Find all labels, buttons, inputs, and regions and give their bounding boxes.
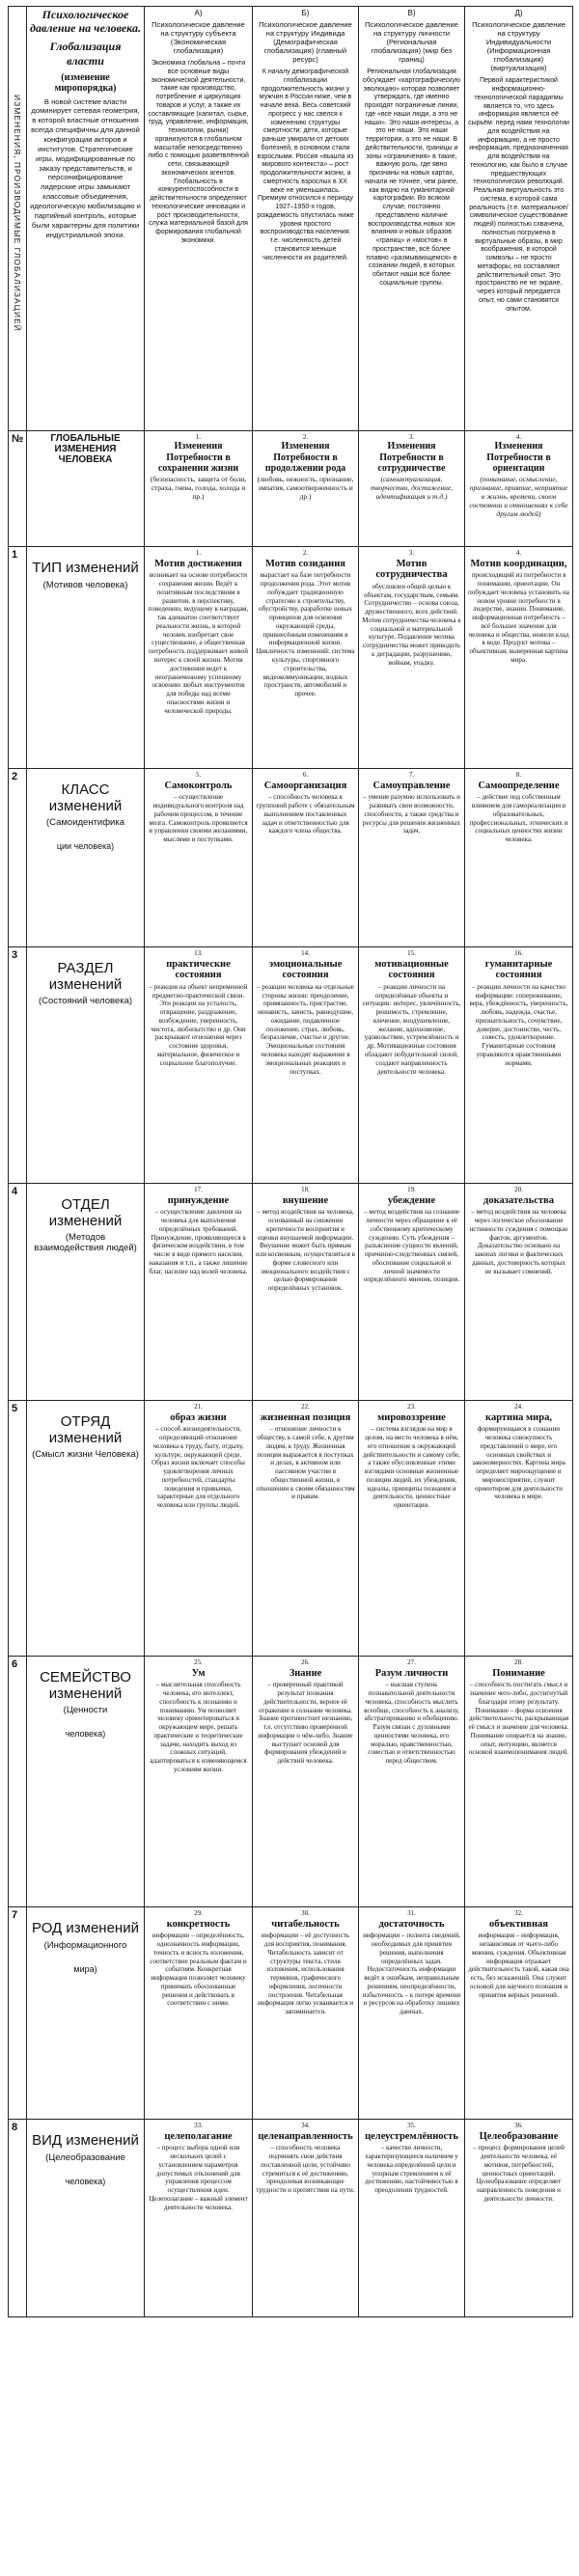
row-title: КЛАСС изменений	[48, 781, 123, 814]
cell-heading: Знание	[289, 1667, 322, 1679]
row-title: РАЗДЕЛ изменений	[48, 960, 123, 993]
cell-heading: Самоопределение	[478, 780, 560, 791]
cell-body: – высшая ступень познавательной деятельности человека, способность мыслить всеобще, способность к анализу, абстрагированию и обобщению. Разум связан с духовными ценностями человека, его моралью, нравственностью, совестью и ответственностью перед обществом.	[364, 1681, 459, 1766]
corner-subtitle: Глобализация власти	[49, 39, 122, 68]
cell-3	[359, 2120, 465, 2317]
corner-body: В новой системе власти доминирует сетевая геометрия, в которой властные отношения всегда специфичны для данной конфигурации акторов и институтов. Стратегические игры, модифицированные по заказу представительств, и персонифицирование лидерские игры замыкают классовые объединения, идеологическую мобилизацию и партийный контроль, которые были характерны для политики индустриальной эпохи.	[30, 96, 141, 239]
row-label	[27, 1401, 145, 1657]
column-body: К началу демографической глобализации продолжительность жизни у мужчин в России ниже, чем в начале века. Весь советский прогресс у нас свелся к изменению структуры смертности: дети, которые раньше умирали от детских болезней, в основном стали взрослыми. Россия «вышла из мирового контекста» – рост продолжительности жизни, а смертность взрослых в XX веке не уменьшилась. Премиум относился к периоду 1927–1950-х годов, рождаемость опустилась ниже уровня простого воспроизводства населения: т.е. численность детей становится меньше численности их родителей.	[257, 69, 354, 261]
cell-heading: объективная	[489, 1918, 548, 1930]
cell-heading: Самоуправление	[372, 780, 451, 791]
column-body: Экономика глобальна – почти все основные виды экономической деятельности, такие как производство, потребление и циркуляция товаров и услуг, а также их составляющие (капитал, сырье, труд, управление, информация, технологии, рынки) организуются в глобальном масштабе непосредственно либо с помощью разветвлённой сети, связывающей экономических агентов. Глобальность в конкурентоспособности в действительности определяют технологические инновации и рост производительности, служа материальной базой для формирования глобальной экономики.	[148, 60, 249, 244]
row-genus	[9, 1907, 573, 2120]
cell-4	[465, 769, 573, 947]
cell-3	[359, 1907, 465, 2120]
cell-body: – способность постигать смысл и значение чего-либо, достигнутый благодаря этому результату. Понимание – форма освоения действительности, раскрывающая её смысл и значение для человека. Понимание опирается на знание, опыт, интуицию, является основой взаимопонимания людей.	[468, 1681, 569, 1757]
row-subtitle: (Информационного	[43, 1939, 127, 1951]
cell-3	[359, 1401, 465, 1657]
cell-body: вырастает на базе потребности продолжения рода. Этот мотив побуждает традиционную стратегию к строительству, обустройству, разработке новых принципов для освоения окружающей среды, привнесённым изменениям в информационной жизни. Цикличность изменений: система культуры, спортивного строительства, видеокоммуникации, водных пространств, автомобилей и прочее.	[256, 571, 355, 699]
number-header: №	[9, 431, 27, 547]
row-class	[9, 769, 573, 947]
cell-number: 33.	[194, 2122, 203, 2129]
cell-number: 16.	[514, 949, 523, 957]
row-department	[9, 1184, 573, 1401]
cell-body: – действие под собственным влиянием для самореализации в образовательных, профессиональных, этнических и социальных ценностях жизни человека.	[469, 793, 568, 844]
column-header-d	[465, 7, 573, 431]
cell-heading: Изменения Потребности в продолжении рода	[264, 441, 346, 475]
row-title: СЕМЕЙСТВО изменений	[40, 1669, 131, 1702]
cell-number: 8.	[515, 771, 522, 779]
cell-body: (безопасность, защита от боли, страха, гнева, голода, холода и пр.)	[150, 474, 247, 501]
cell-heading: картина мира,	[485, 1411, 552, 1423]
cell-heading: Самоорганизация	[263, 780, 347, 791]
cell-heading: Мотив сотрудничества	[375, 558, 448, 581]
row-subtitle: (Состояний человека)	[38, 996, 133, 1006]
cell-2	[253, 1657, 359, 1907]
cell-body: – реакции человека на отдельные стороны жизни: преодоление, привязанность, пристрастие, ненависть, зависть, равнодушие, ожидание, подавленное положение, страх, любовь, безразличие, счастье и другие. Эмоциональные состояния человека находят выражение в эмоциональных реакциях и поступках.	[257, 982, 354, 1076]
cell-body: – проверенный практикой результат познания действительности, верное её отражение в сознании человека. Знание противостоит незнанию, т.е. отсутствию проверенной информации о чём-либо. Знание выступает основой для формирования убеждений и действий человека.	[258, 1681, 353, 1766]
cell-number: 32.	[514, 1909, 523, 1917]
row-title: ОТРЯД изменений	[48, 1413, 123, 1446]
cell-1	[145, 947, 253, 1184]
row-title: ТИП изменений	[32, 560, 139, 576]
row-type	[9, 547, 573, 769]
cell-body: – система взглядов на мир в целом, на место человека в нём, его отношение к окружающей действительности и самому себе, а также обусловленные этими взглядами основные жизненные позиции людей, их убеждения, идеалы, принципы познания и деятельности, ценностные ориентации.	[363, 1425, 460, 1510]
cell-heading: Понимание	[492, 1667, 545, 1679]
cell-heading: целеполагание	[164, 2130, 233, 2142]
row-subtitle: (Ценности	[63, 1705, 108, 1715]
row-number: 8	[9, 2120, 27, 2317]
row-number: 7	[9, 1907, 27, 2120]
column-letter: А)	[194, 9, 203, 17]
corner-paren: (изменение миропорядка)	[54, 71, 117, 94]
cell-number: 1.	[195, 549, 202, 557]
globalization-table	[8, 6, 573, 2317]
cell-number: 4.	[515, 433, 522, 441]
row-kind	[9, 2120, 573, 2317]
cell-body: – процесс выбора одной или нескольких целей с установлением параметров допустимых отклонений для управления процессом осуществления идеи. Целеполагание – важный элемент деятельности человека.	[149, 2144, 248, 2211]
row-subtitle-extra: ции человека)	[56, 841, 115, 851]
cell-heading: доказательства	[483, 1194, 554, 1206]
cell-4	[465, 547, 573, 769]
cell-number: 22.	[301, 1403, 310, 1411]
cell-number: 2.	[302, 433, 309, 441]
cell-number: 26.	[301, 1658, 310, 1666]
cell-number: 7.	[408, 771, 415, 779]
cell-body: – метод воздействия на человека через логическое обоснование истинности суждения с помощью фактов, аргументов. Доказательство основано на законах логики и фактических данных, достоверность которых не вызывает сомнений.	[469, 1208, 568, 1275]
column-letter: Д)	[514, 9, 523, 17]
cell-number: 24.	[514, 1403, 523, 1411]
cell-body: – способ жизнедеятельности, определяющий отношение человека к труду, быту, отдыху, культуре, окружающей среде. Образ жизни включает способы удовлетворения личных потребностей, стандарты поведения и привычки, характерные для отдельного человека или группы людей.	[152, 1425, 245, 1510]
column-body: Первой характеристикой информационно-технологической парадигмы является то, что здесь информация является её сырьём: перед нами технологии для воздействия на информацию, а не просто информация, предназначенная для воздействия на технологию, как было в случае предшествующих технологических революций. Реальная виртуальность это система, в которой сама реальность (т.е. материальное/символическое существование людей) полностью схвачена, полностью погружена в виртуальные образы, в мир воображения, в которой символы – не просто метафоры, но составляют действительный опыт. Это пространство не не экране, через который передается опыт, но сами становятся опытом.	[468, 77, 569, 313]
column-letter: Б)	[301, 9, 310, 17]
cell-1	[145, 769, 253, 947]
row-order	[9, 1401, 573, 1657]
cell-3	[359, 769, 465, 947]
row-number: 1	[9, 547, 27, 769]
cell-heading: мировоззрение	[377, 1411, 446, 1423]
row-subtitle-extra: человека)	[65, 2176, 106, 2186]
column-name: Психологическое давление на структуру личности (Региональная глобализация) (мир без границ)	[365, 19, 458, 65]
cell-4	[465, 1907, 573, 2120]
cell-heading: внушение	[282, 1194, 329, 1206]
row-section	[9, 947, 573, 1184]
cell-number: 31.	[407, 1909, 416, 1917]
cell-body: возникает на основе потребности сохранения жизни. Ведёт к позитивным последствиям в развитии, в перспективу, поведению, ведущему к наградам, так адекватно соответствует реальности жизнь, в которой человек изобретает свое существование, а общественная потребность поддерживает живой интерес к своей жизни. Мотив достижения ведет к неограниченному успешному освоению любых инструментов для победы над всеми опасностями жизни и человеческой природы.	[148, 571, 249, 715]
cell-2	[253, 2120, 359, 2317]
need-cell-3	[359, 431, 465, 547]
cell-number: 3.	[408, 549, 415, 557]
cell-number: 5.	[195, 771, 202, 779]
cell-heading: Самоконтроль	[164, 780, 233, 791]
row-number: 3	[9, 947, 27, 1184]
row-number: 5	[9, 1401, 27, 1657]
column-body: Региональная глобализация обсуждает «картографическую эволюцию» которая позволяет утверждать, где именно проходят пограничные линии, где «все наши люди, а это не наши». Это наши интересы, а это не наши. Это наши территории, а это не наши. В действительности, границы и зоны «ограничения» в такие, важную роль, где явно признаны на новых картах, начали не точнее, чем ранее, как видно на гуманитарной картографии. Во всяком случае, постоянно представлено наличие воспроизводства новых зон влияния и новых образов «границ» и «мостов» в пространстве, всё более плавно «размывающемся» в сознании людей, в которых обитают наши всё более социальные группы.	[362, 69, 461, 287]
row-subtitle-extra: мира)	[73, 1963, 97, 1974]
cell-number: 36.	[514, 2122, 523, 2129]
cell-2	[253, 547, 359, 769]
need-cell-4	[465, 431, 573, 547]
cell-4	[465, 947, 573, 1184]
cell-body: – умение разумно использовать и развивать свои возможности, способности, а также средства и ресурсы для решения жизненных задач.	[362, 793, 461, 836]
cell-4	[465, 1401, 573, 1657]
global-changes-label: ГЛОБАЛЬНЫЕ ИЗМЕНЕНИЯ ЧЕЛОВЕКА	[27, 431, 145, 547]
row-number: 6	[9, 1657, 27, 1907]
row-number: 4	[9, 1184, 27, 1401]
cell-number: 3.	[408, 433, 415, 441]
cell-heading: Ум	[191, 1667, 206, 1679]
top-header-row	[9, 7, 573, 431]
cell-2	[253, 1907, 359, 2120]
cell-number: 13.	[194, 949, 203, 957]
cell-heading: конкретность	[166, 1918, 231, 1930]
cell-number: 25.	[194, 1658, 203, 1666]
cell-body: информации – полнота сведений, необходимых для принятия решения, выполнения определённых задач. Недостаточность информации ведёт к ошибкам, неправильным решениям, неопределённости, избыточность – к потере времени и ресурсов на обработку лишних данных.	[362, 1932, 461, 2016]
cell-1	[145, 1907, 253, 2120]
cell-number: 28.	[514, 1658, 523, 1666]
cell-italic: (самоактуализация, творчество, достижение, идентификация и т.д.)	[370, 474, 454, 501]
corner-title: Психологическое давление на человека.	[30, 8, 141, 35]
column-header-a	[145, 7, 253, 431]
cell-2	[253, 769, 359, 947]
cell-italic: (понимание, осмысление, признание, приятие, неприятие в жизнь, времени, своем состоянии и отношениях к себе другим людей)	[469, 474, 568, 518]
cell-1	[145, 547, 253, 769]
cell-4	[465, 1657, 573, 1907]
cell-heading: Изменения Потребности в сотрудничестве	[377, 441, 446, 475]
cell-number: 30.	[301, 1909, 310, 1917]
row-label	[27, 2120, 145, 2317]
cell-body: – способность человека подчинять свои действия поставленной цели, устойчиво стремиться к её достижению, преодолевая возникающие трудности и препятствия на пути.	[256, 2144, 355, 2195]
row-subtitle: (Целеобразование	[45, 2151, 125, 2163]
cell-body: информация – информация, независимая от чьего-либо мнения, суждения. Объективная информация отражает действительность такой, какая она есть, без искажений. Она служит основой для научного познания и принятия верных решений.	[468, 1932, 569, 1999]
column-name: Психологическое давление на структуру Индивида (Демографическая глобализация) (главный ресурс)	[259, 19, 352, 65]
cell-number: 18.	[301, 1186, 310, 1193]
row-label	[27, 547, 145, 769]
cell-heading: образ жизни	[170, 1411, 227, 1423]
row-label	[27, 1907, 145, 2120]
column-letter: В)	[407, 9, 416, 17]
cell-heading: Мотив созидания	[265, 558, 345, 569]
cell-2	[253, 1184, 359, 1401]
cell-number: 20.	[514, 1186, 523, 1193]
cell-number: 29.	[194, 1909, 203, 1917]
cell-body: – метод воздействия на сознание личности через обращение к её собственному критическому суждению. Суть убеждения – разъяснение сущности явлений, причинно-следственных связей, обоснование социальной и личной значимости определённого мнения, позиции.	[363, 1208, 460, 1284]
column-header-v	[359, 7, 465, 431]
cell-heading: достаточность	[378, 1918, 445, 1930]
row-subtitle-extra: человека)	[65, 1729, 106, 1739]
row-subtitle: (Самоидентифика	[45, 817, 125, 828]
cell-number: 6.	[302, 771, 309, 779]
cell-heading: Мотив координации,	[470, 558, 567, 569]
cell-3	[359, 947, 465, 1184]
cell-number: 15.	[407, 949, 416, 957]
cell-number: 35.	[407, 2122, 416, 2129]
cell-body: – осуществление давления на человека для выполнения определённых требований. Принуждение, проявляющееся в физическом воздействии, в том числе в виде прямого насилия, наказания и т.п., а также лишение благ, насилие над волей человека.	[149, 1208, 248, 1275]
cell-3	[359, 1657, 465, 1907]
row-label	[27, 769, 145, 947]
cell-3	[359, 547, 465, 769]
cell-heading: убеждение	[387, 1194, 436, 1206]
row-number: 2	[9, 769, 27, 947]
cell-4	[465, 1184, 573, 1401]
cell-heading: Изменения Потребности в ориентации	[486, 441, 551, 475]
row-label	[27, 1657, 145, 1907]
cell-number: 23.	[407, 1403, 416, 1411]
cell-body: – метод воздействия на человека, основанный на снижении критичности восприятия и оценки внушаемой информации. Внушение может быть прямым или косвенным, осуществляться в форме словесного или эмоционального воздействия с целью формирования определённых установок.	[256, 1208, 356, 1293]
cell-body: информации – определённость, однозначность информации, точность и ясность изложения, соответствие реальным фактам и событиям. Конкретная информация позволяет человеку принимать обоснованные решения и действовать в соответствии с ними.	[150, 1932, 247, 2008]
column-name: Психологическое давление на структуру субъекта (Экономическая глобализация)	[152, 19, 245, 55]
cell-body: обусловлен общей целью к объектам, государствам, семьям. Сотрудничество – основа союза, дружественного, всех действий. Мотив сотрудничества человека к социальной и материальной культуре. Подавление мотива сотрудничества может приводить к деградации, разрушению, войнам, упадку.	[362, 582, 461, 667]
cell-1	[145, 2120, 253, 2317]
row-title: ОТДЕЛ изменений	[48, 1196, 123, 1229]
cell-body: формирующаяся в сознании человека совокупность представлений о мире, его основных свойствах и закономерностях. Картина мира определяет мироощущение и мировосприятие, служит ориентиром для деятельности человека в мире.	[472, 1425, 565, 1501]
cell-1	[145, 1657, 253, 1907]
cell-2	[253, 1401, 359, 1657]
cell-2	[253, 947, 359, 1184]
cell-number: 2.	[302, 549, 309, 557]
cell-number: 34.	[301, 2122, 310, 2129]
cell-heading: читабельность	[271, 1918, 340, 1930]
cell-1	[145, 1401, 253, 1657]
cell-number: 27.	[407, 1658, 416, 1666]
cell-body: – способность человека к групповой работе с обязательным выполнением поставленных задач и ответственностью для каждого члена общества.	[256, 793, 355, 836]
row-subtitle: (Мотивов человека)	[42, 579, 128, 590]
cell-heading: Мотив достижения	[154, 558, 242, 569]
need-cell-1	[145, 431, 253, 547]
row-label	[27, 1184, 145, 1401]
cell-body: информации – её доступность для восприятия, понимания. Читабельность зависит от структуры текста, стиля изложения, использования терминов, графического оформления, логичности построения. Читабельная информация легко усваивается и запоминается.	[257, 1932, 353, 2016]
cell-4	[465, 2120, 573, 2317]
column-name: Психологическое давление на структуру Индивидуальности (Информационная глобализация) (виртуализация)	[472, 19, 565, 73]
cell-body: происходящий из потребности в понимании, ориентации. Он побуждает человека установить на новом уровне потребности в лидерстве, знании. Понимание, информационная потребность – всё большее значение для человека и общества, нежели клад в воде. Продукт мотива – объективная, выверенная картина мира.	[468, 571, 569, 665]
cell-heading: практические состояния	[166, 958, 231, 981]
row-subtitle: (Методов взаимодействия людей)	[34, 1232, 137, 1253]
cell-body: – реакция на объект непременной предметно-практической связи. Эти реакции на усталость, отвращение, раздражение, возбуждение, уверенность, чистота, любопытство и др. Они раскрывают отношения через состояние здоровья, материальное, физическое и социальное благополучие.	[149, 982, 248, 1067]
cell-heading: Разум личности	[374, 1667, 449, 1679]
cell-number: 21.	[194, 1403, 203, 1411]
cell-body: – отношение личности к обществу, к самой себе, к другим людям, к труду. Жизненная позиция выражается в поступках и делах, в активном или пассивном участии в общественной жизни, в отношении к своим обязанностям и правам.	[256, 1425, 355, 1501]
vertical-label: ИЗМЕНЕНИЯ, ПРОИЗВОДИМЫЕ ГЛОБАЛИЗАЦИЕЙ	[13, 95, 22, 332]
needs-header-row	[9, 431, 573, 547]
cell-heading: мотивационные состояния	[374, 958, 449, 981]
cell-heading: целенаправленность	[258, 2130, 353, 2142]
vertical-label-cell	[9, 7, 27, 431]
cell-number: 14.	[301, 949, 310, 957]
row-label	[27, 947, 145, 1184]
row-family	[9, 1657, 573, 1907]
cell-heading: целеустремлённость	[365, 2130, 458, 2142]
need-cell-2	[253, 431, 359, 547]
cell-1	[145, 1184, 253, 1401]
column-header-b	[253, 7, 359, 431]
cell-body: – процесс формирования целей деятельности человека, её мотивов, потребностей, ценностных ориентаций. Целеобразование определяет направленность поведения и деятельности личности.	[473, 2144, 565, 2203]
row-title: ВИД изменений	[32, 2132, 139, 2149]
cell-body: – качество личности, характеризующееся наличием у человека определённой цели и упорным стремлением к её достижению, настойчивостью в преодолении трудностей.	[365, 2144, 458, 2195]
cell-heading: эмоциональные состояния	[268, 958, 343, 981]
cell-heading: жизненная позиция	[260, 1411, 351, 1423]
cell-body: – реакции личности на определённые объекты и ситуации: интерес, увлечённость, решимость, стремление, влечение, воодушевление, желание, вдохновение, удовольствие, устремлённость и др. Мотивационные состояния обладают побудительной силой, создают направленность деятельности человека.	[362, 982, 461, 1076]
cell-number: 19.	[407, 1186, 416, 1193]
cell-3	[359, 1184, 465, 1401]
cell-number: 1.	[195, 433, 202, 441]
row-subtitle: (Смысл жизни Человека)	[32, 1449, 139, 1460]
cell-heading: Целеобразование	[479, 2130, 559, 2142]
cell-body: – реакции личности на качество информации: сопереживание, вера, убеждённость, уверенность, любовь, надежда, счастье, признательность, сочувствие, доверие, достоинство, честь, совесть, удовлетворение. Гуманитарные состояния управляются нравственными нормами.	[469, 982, 568, 1067]
cell-heading: принуждение	[167, 1194, 230, 1206]
corner-cell	[27, 7, 145, 431]
cell-body: (любовь, нежность, признание, эмпатия, самоотверженность и др.)	[257, 474, 354, 501]
cell-heading: Изменения Потребности в сохранении жизни	[157, 441, 239, 475]
cell-body: – мыслительная способность человека, его интеллект, способность к познанию и пониманию. Ум позволяет человеку ориентироваться в окружающем мире, решать практические и теоретические задачи, находить выход из сложных ситуаций, адаптироваться к изменяющимся условиям жизни.	[150, 1681, 247, 1774]
cell-body: – осуществление индивидуального контроля над рабочим процессом, в течение мозга. Самоконтроль проявляется в управлении своими желаниями, мыслями и поступками.	[149, 793, 248, 844]
cell-number: 17.	[194, 1186, 203, 1193]
cell-number: 4.	[515, 549, 522, 557]
cell-heading: гуманитарные состояния	[484, 958, 553, 981]
row-title: РОД изменений	[32, 1920, 139, 1936]
